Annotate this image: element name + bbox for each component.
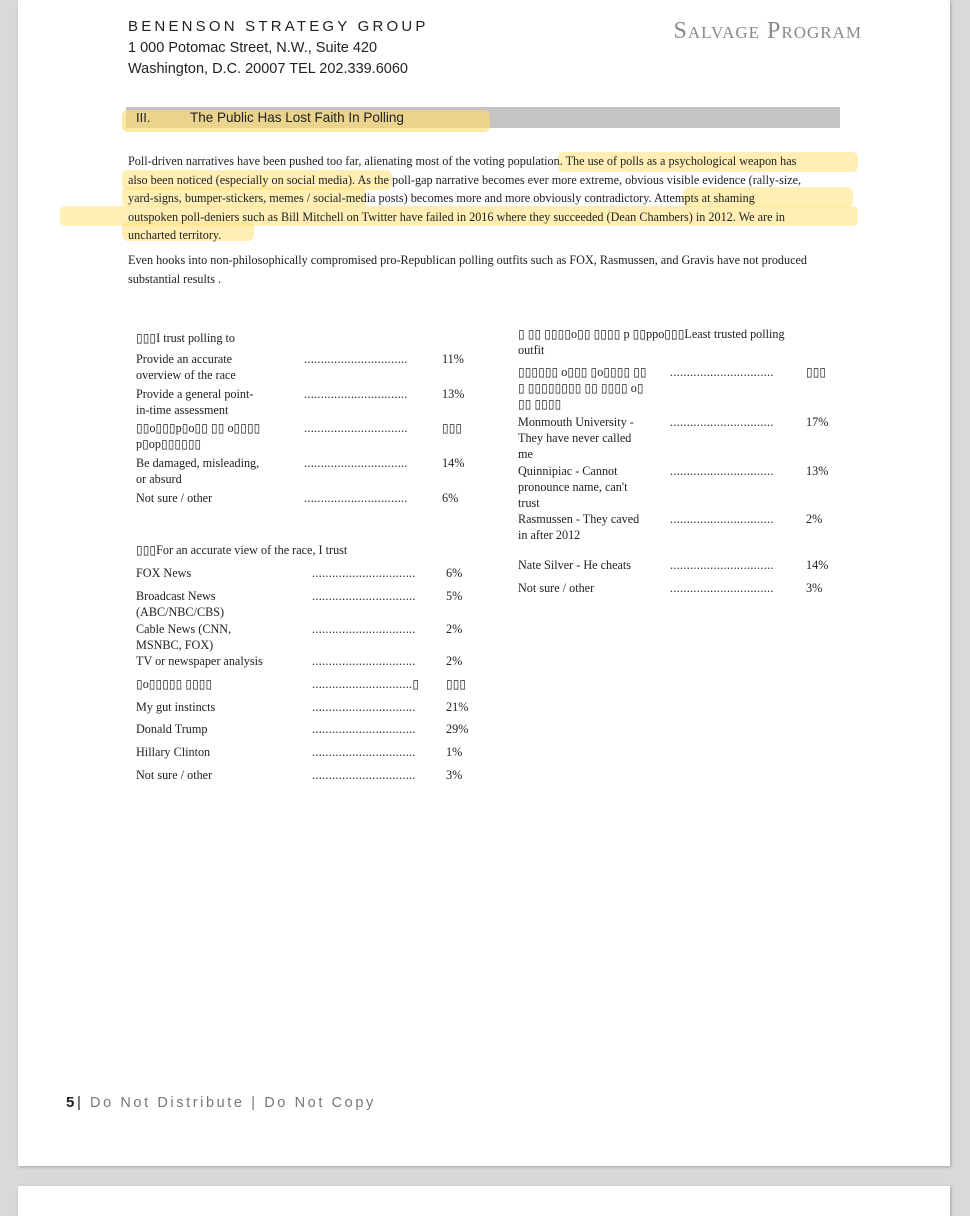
row-value: ▯▯▯ xyxy=(442,421,463,435)
row-value: 2% xyxy=(446,622,463,636)
row-label-line: trust xyxy=(518,496,540,510)
org-address xyxy=(128,38,408,80)
row-label xyxy=(136,676,212,692)
table-row xyxy=(136,455,476,487)
row-label xyxy=(136,565,191,581)
table-trust-polling-heading: ▯▯▯I trust polling to xyxy=(136,331,235,345)
table-row xyxy=(136,653,476,669)
row-label xyxy=(136,420,260,452)
leader-dots: ............................... xyxy=(304,456,408,470)
row-value: 1% xyxy=(446,745,463,759)
row-label-line: Not sure / other xyxy=(136,768,213,782)
table-row xyxy=(136,744,476,760)
heading-line: outfit xyxy=(518,343,545,357)
row-label-line: TV or newspaper analysis xyxy=(136,654,263,668)
leader-dots: ............................... xyxy=(312,566,416,580)
table-row xyxy=(136,721,476,737)
heading-line: ▯ ▯▯ ▯▯▯▯o▯▯ ▯▯▯▯ p ▯▯ppo▯▯▯Least trusted polling xyxy=(518,327,785,341)
row-label xyxy=(136,744,210,760)
row-label-line: Nate Silver - He cheats xyxy=(518,558,632,572)
row-label-line: Cable News (CNN, xyxy=(136,622,232,636)
next-page-edge xyxy=(18,1186,950,1216)
row-value: 3% xyxy=(806,581,823,595)
leader-dots: ............................... xyxy=(312,622,416,636)
row-label-line: Provide a general point- xyxy=(136,387,254,401)
table-row xyxy=(136,490,476,506)
leader-dots: ..............................▯ xyxy=(312,677,420,691)
address-line-2: Washington, D.C. 20007 TEL 202.339.6060 xyxy=(128,61,408,77)
document-page xyxy=(18,0,950,1166)
table-row xyxy=(518,580,848,596)
leader-dots: ............................... xyxy=(312,768,416,782)
row-label xyxy=(518,557,631,573)
leader-dots: ............................... xyxy=(670,464,774,478)
row-label-line: Provide an accurate xyxy=(136,352,233,366)
row-label xyxy=(136,699,215,715)
org-name: BENENSON STRATEGY GROUP xyxy=(128,18,429,35)
row-label-line: ▯▯ ▯▯▯▯ xyxy=(518,397,562,411)
row-value: 21% xyxy=(446,700,469,714)
leader-dots: ............................... xyxy=(312,589,416,603)
leader-dots: ............................... xyxy=(312,722,416,736)
row-label-line: Broadcast News xyxy=(136,589,216,603)
paragraph-2 xyxy=(128,251,852,288)
row-label-line: Not sure / other xyxy=(518,581,595,595)
table-accurate-view-heading: ▯▯▯For an accurate view of the race, I trust xyxy=(136,543,348,557)
address-line-1: 1 000 Potomac Street, N.W., Suite 420 xyxy=(128,40,378,56)
leader-dots: ............................... xyxy=(670,581,774,595)
row-label xyxy=(136,386,253,418)
row-value: 14% xyxy=(442,456,465,470)
table-row xyxy=(518,463,848,511)
table-row xyxy=(136,351,476,383)
row-value: 2% xyxy=(446,654,463,668)
row-value: ▯▯▯ xyxy=(806,365,827,379)
row-value: 3% xyxy=(446,768,463,782)
row-label xyxy=(518,463,627,511)
footer-separator: | xyxy=(77,1094,81,1111)
row-label-line: ▯ ▯▯▯▯▯▯▯▯ ▯▯ ▯▯▯▯ o▯ xyxy=(518,381,644,395)
paragraph-1 xyxy=(128,152,852,245)
paragraph-line: uncharted territory. xyxy=(128,228,222,242)
row-label-line: in-time assessment xyxy=(136,403,229,417)
row-label-line: My gut instincts xyxy=(136,700,216,714)
row-label xyxy=(518,511,639,543)
table-row xyxy=(136,386,476,418)
row-label-line: ▯▯▯▯▯▯ o▯▯▯ ▯o▯▯▯▯ ▯▯ xyxy=(518,365,647,379)
footer-notice: Do Not Distribute | Do Not Copy xyxy=(90,1095,376,1111)
row-label-line: Rasmussen - They caved xyxy=(518,512,640,526)
row-value: 17% xyxy=(806,415,829,429)
row-label-line: Donald Trump xyxy=(136,722,208,736)
row-value: ▯▯▯ xyxy=(446,677,467,691)
table-row xyxy=(518,364,848,412)
row-label-line: Quinnipiac - Cannot xyxy=(518,464,618,478)
row-label-line: Not sure / other xyxy=(136,491,213,505)
row-label-line: in after 2012 xyxy=(518,528,581,542)
row-label xyxy=(136,351,236,383)
leader-dots: ............................... xyxy=(312,700,416,714)
table-row xyxy=(136,588,476,620)
paragraph-line: Poll-driven narratives have been pushed too far, alienating most of the voting population. The use of polls as a psychological weapon has xyxy=(128,154,797,168)
leader-dots: ............................... xyxy=(304,387,408,401)
row-label-line: MSNBC, FOX) xyxy=(136,638,214,652)
leader-dots: ............................... xyxy=(670,415,774,429)
row-value: 2% xyxy=(806,512,823,526)
row-label xyxy=(136,621,231,653)
row-label-line: ▯▯o▯▯▯p▯o▯▯ ▯▯ o▯▯▯▯ xyxy=(136,421,261,435)
row-label-line: p▯op▯▯▯▯▯▯ xyxy=(136,437,202,451)
row-label-line: ▯o▯▯▯▯▯ ▯▯▯▯ xyxy=(136,677,213,691)
page-number: 5 xyxy=(66,1094,75,1111)
row-value: 13% xyxy=(442,387,465,401)
table-least-trusted-heading xyxy=(518,326,785,358)
row-label-line: or absurd xyxy=(136,472,182,486)
leader-dots: ............................... xyxy=(312,654,416,668)
paragraph-line: substantial results . xyxy=(128,271,222,286)
row-label-line: me xyxy=(518,447,533,461)
row-value: 29% xyxy=(446,722,469,736)
row-label-line: Be damaged, misleading, xyxy=(136,456,260,470)
table-row xyxy=(136,621,476,653)
paragraph-line: also been noticed (especially on social media). As the poll-gap narrative becomes ever more extreme, obvious visible evidence (rally-size, xyxy=(128,172,802,187)
leader-dots: ............................... xyxy=(670,558,774,572)
row-label-line: Hillary Clinton xyxy=(136,745,211,759)
row-label-line: overview of the race xyxy=(136,368,236,382)
row-value: 6% xyxy=(442,491,459,505)
table-row xyxy=(136,767,476,783)
row-label xyxy=(518,414,634,462)
table-row xyxy=(136,565,476,581)
row-value: 11% xyxy=(442,352,464,366)
row-label xyxy=(136,490,212,506)
paragraph-line: outspoken poll-deniers such as Bill Mitchell on Twitter have failed in 2016 where they succeeded (Dean Chambers) in 2012. We are in xyxy=(128,209,786,224)
row-value: 6% xyxy=(446,566,463,580)
row-label-line: pronounce name, can't xyxy=(518,480,628,494)
row-label-line: FOX News xyxy=(136,566,192,580)
section-number: III. xyxy=(136,110,151,125)
row-value: 5% xyxy=(446,589,463,603)
row-label xyxy=(136,455,259,487)
row-label xyxy=(136,721,207,737)
row-label xyxy=(136,588,224,620)
leader-dots: ............................... xyxy=(670,365,774,379)
table-row xyxy=(518,511,848,543)
row-label-line: They have never called xyxy=(518,431,632,445)
row-label xyxy=(518,580,594,596)
section-title: The Public Has Lost Faith In Polling xyxy=(190,110,404,125)
table-row xyxy=(518,557,848,573)
leader-dots: ............................... xyxy=(670,512,774,526)
program-title: Salvage Program xyxy=(673,18,862,44)
table-row xyxy=(136,699,476,715)
paragraph-line: yard-signs, bumper-stickers, memes / social-media posts) becomes more and more obviously contradictory. Attempts at shaming xyxy=(128,191,755,205)
leader-dots: ............................... xyxy=(312,745,416,759)
table-row xyxy=(518,414,848,462)
row-label xyxy=(136,653,263,669)
leader-dots: ............................... xyxy=(304,491,408,505)
table-row xyxy=(136,676,476,692)
row-label-line: (ABC/NBC/CBS) xyxy=(136,605,225,619)
paragraph-line: Even hooks into non-philosophically compromised pro-Republican polling outfits such as FOX, Rasmussen, and Gravis have not produced xyxy=(128,253,808,267)
table-row xyxy=(136,420,476,452)
row-label xyxy=(136,767,212,783)
leader-dots: ............................... xyxy=(304,352,408,366)
row-value: 13% xyxy=(806,464,829,478)
row-label xyxy=(518,364,647,412)
row-value: 14% xyxy=(806,558,829,572)
row-label-line: Monmouth University - xyxy=(518,415,634,429)
leader-dots: ............................... xyxy=(304,421,408,435)
